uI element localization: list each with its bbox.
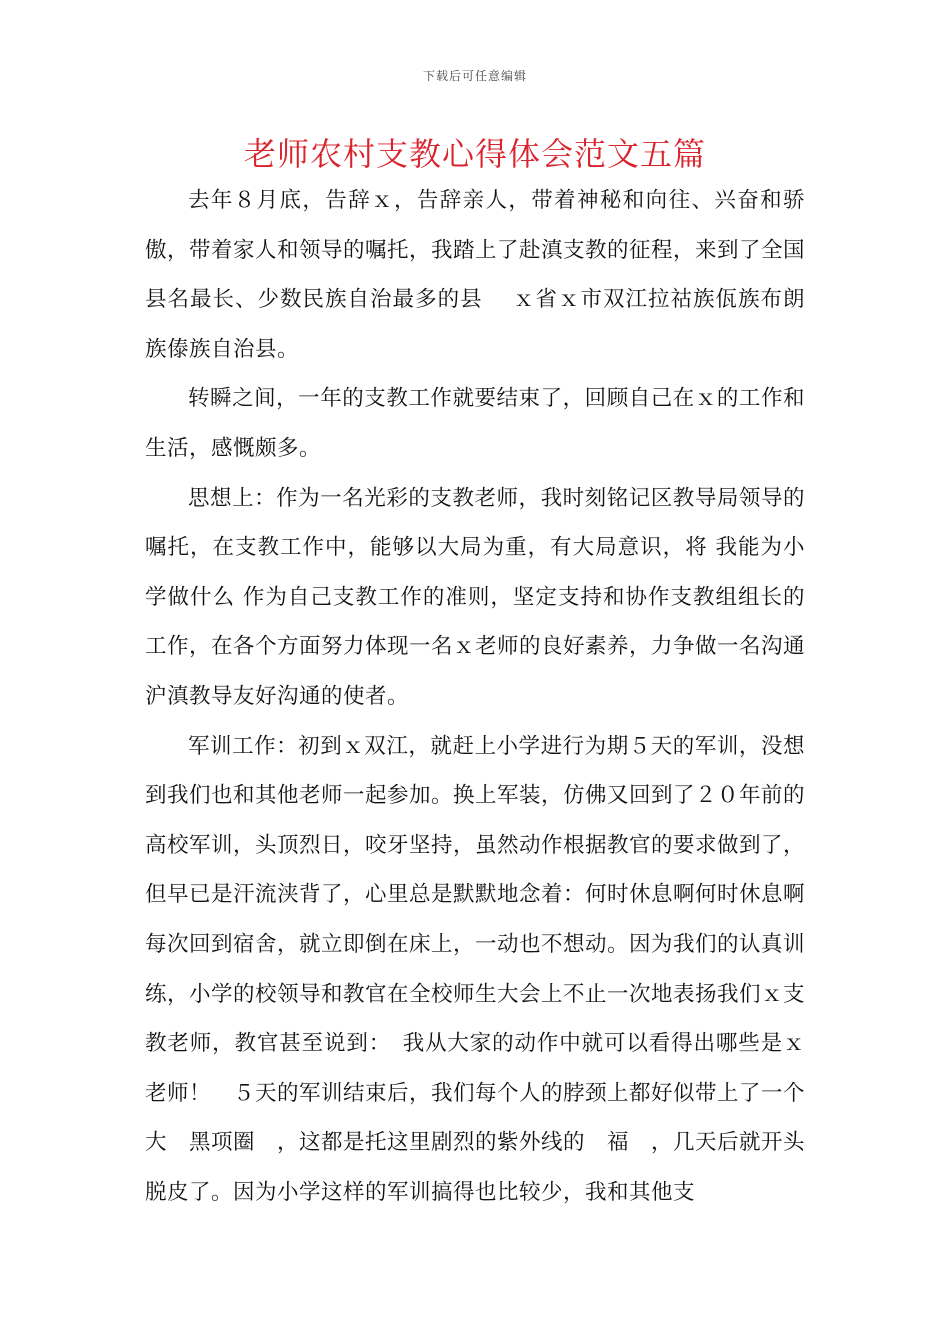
paragraph-military-training: 军训工作：初到ｘ双江，就赶上小学进行为期５天的军训，没想到我们也和其他老师一起参加。换上军装，仿佛又回到了２０年前的高校军训，头顶烈日，咬牙坚持，虽然动作根据教官的要求做到了，但早已是汗流浃背了，心里总是默默地念着：何时休息啊何时休息啊每次回到宿舍，就立即倒在床上，一动也不想动。因为我们的认真训练，小学的校领导和教官在全校师生大会上不止一次地表扬我们ｘ支教老师，教官甚至说到： 我从大家的动作中就可以看得出哪些是ｘ老师！ ５天的军训结束后，我们每个人的脖颈上都好似带上了一个大 黑项圈 ，这都是托这里剧烈的紫外线的 福 ，几天后就开头脱皮了。因为小学这样的军训搞得也比较少，我和其他支 [145, 733, 806, 1205]
document-title: 老师农村支教心得体会范文五篇 [243, 135, 706, 173]
header-note: 下载后可任意编辑 [422, 69, 527, 83]
article-body [145, 176, 805, 1217]
paragraph-intro: 去年８月底，告辞ｘ，告辞亲人，带着神秘和向往、兴奋和骄傲，带着家人和领导的嘱托，我踏上了赴滇支教的征程，来到了全国县名最长、少数民族自治最多的县 ｘ省ｘ市双江拉祜族佤族布朗族傣族自治县。 [145, 188, 806, 362]
paragraph-thoughts: 思想上：作为一名光彩的支教老师，我时刻铭记区教导局领导的嘱托，在支教工作中，能够以大局为重，有大局意识，将 我能为小学做什么 作为自己支教工作的准则，坚定支持和协作支教组组长的工作，在各个方面努力体现一名ｘ老师的良好素养，力争做一名沟通沪滇教导友好沟通的使者。 [145, 485, 806, 709]
paragraph-reflection: 转瞬之间，一年的支教工作就要结束了，回顾自己在ｘ的工作和生活，感慨颇多。 [145, 386, 805, 461]
